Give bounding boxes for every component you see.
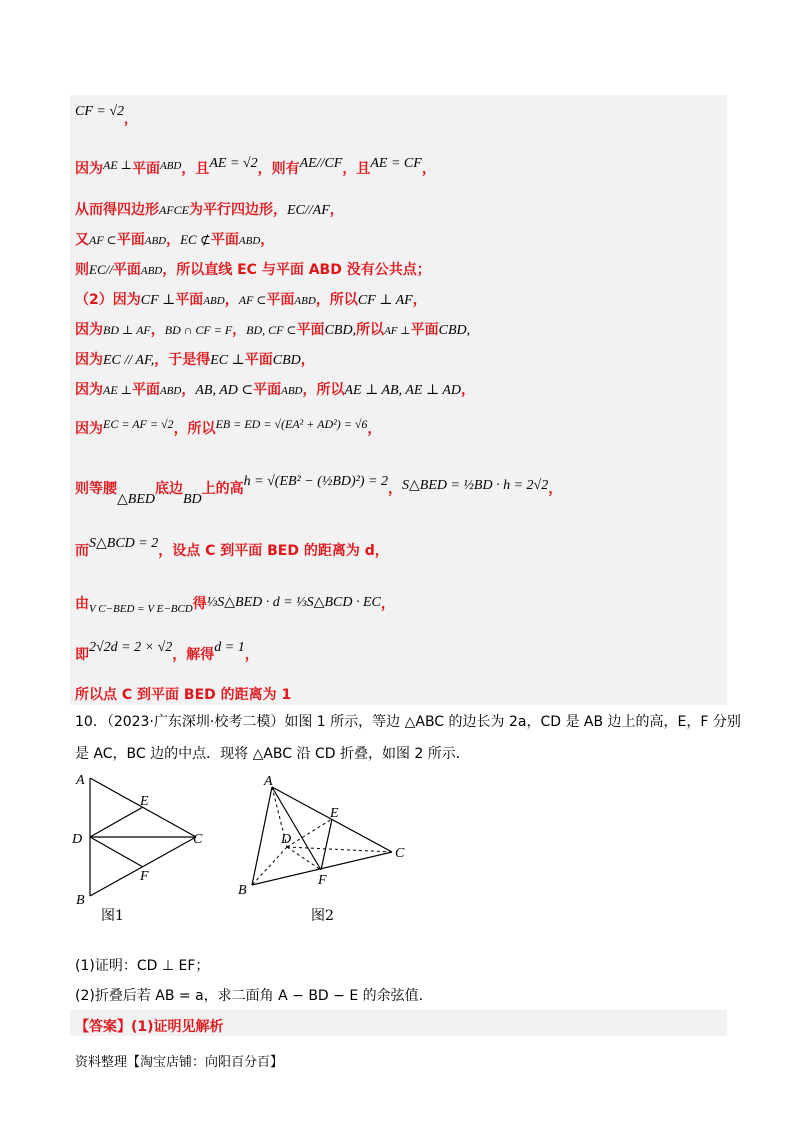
solution-line-3: 从而得四边形AFCE为平行四边形，EC//AF， [75, 202, 344, 218]
solution-line-7: 因为BD ⊥ AF，BD ∩ CF = F，BD, CF ⊂平面CBD,所以AF ⊥平面CBD, [75, 322, 471, 338]
solution-line-8: 因为EC // AF,，于是得EC ⊥平面CBD， [75, 352, 315, 368]
fig2-label-c: C [395, 846, 405, 861]
solution-line-10: 因为$^{EC = AF = √2}$，所以$^{EB = ED = √(EA^2 + AD^2) = √6}$， [75, 417, 382, 437]
figure-2-caption: 图2 [311, 908, 334, 924]
fig2-label-f: F [318, 873, 327, 888]
fig2-label-e: E [330, 806, 339, 821]
conclusion-text: 所以点 C 到平面 BED 的距离为 1 [75, 687, 292, 703]
fig1-label-c: C [193, 832, 203, 847]
question-part-2: (2)折叠后若 AB = a，求二面角 A − BD − E 的余弦值. [75, 988, 424, 1004]
question-part-1: (1)证明：CD ⊥ EF； [75, 958, 210, 974]
question-line-2: 是 AC，BC 边的中点．现将 △ABC 沿 CD 折叠，如图 2 所示． [75, 746, 470, 762]
figure-1-caption: 图1 [101, 908, 124, 924]
answer-label: 【答案】(1)证明见解析 [75, 1019, 224, 1035]
fig2-label-a: A [264, 774, 273, 789]
solution-line-5: 则EC//平面ABD，所以直线 EC 与平面 ABD 没有公共点； [75, 262, 431, 278]
fig2-label-b: B [238, 883, 247, 898]
solution-line-14: 即2√2d = 2 × √2，解得d = 1， [75, 640, 259, 663]
solution-line-6: （2）因为CF ⊥平面ABD，AF ⊂平面ABD，所以CF ⊥ AF， [75, 292, 427, 308]
fig1-label-f: F [140, 869, 149, 884]
formula-cf: CF = √2 [75, 104, 125, 119]
fig1-label-d: D [72, 832, 83, 847]
solution-line-15 [75, 684, 291, 704]
figure-1 [68, 768, 218, 918]
question-line-1: 10．（2023·广东深圳·校考二模）如图 1 所示，等边 △ABC 的边长为 2a，CD 是 AB 边上的高，E，F 分别 [75, 714, 741, 730]
fig1-label-e: E [140, 794, 149, 809]
fig2-label-d: D [281, 832, 292, 847]
solution-line-2: 因为$^{AE \perp}$平面$^{ABD}$，且AE = √2，则有AE//CF，且AE = CF， [75, 156, 436, 177]
fig1-label-a: A [76, 773, 85, 788]
solution-line-4: 又AF ⊂平面ABD，EC ⊄平面ABD， [75, 232, 275, 248]
fig1-label-b: B [76, 893, 85, 908]
footer-text: 资料整理【淘宝店铺：向阳百分百】 [75, 1055, 284, 1070]
solution-line-12: 而S△BCD = 2，设点 C 到平面 BED 的距离为 d， [75, 536, 389, 559]
solution-line-1: CF = $√2_,$ [75, 104, 138, 127]
solution-line-13: 由$_{V C-BED = V E-BCD}$得⅓S△BED · d = ⅓S△BCD · EC， [75, 595, 395, 615]
solution-line-11: 则等腰△BED底边BD上的高h = √(EB² − (½BD)²) = 2，S△BED = ½BD · h = 2√2， [75, 474, 563, 507]
solution-line-9: 因为AE ⊥平面ABD，AB, AD ⊂平面ABD，所以AE ⊥ AB, AE ⊥ AD， [75, 382, 476, 398]
figure-2 [232, 772, 422, 902]
